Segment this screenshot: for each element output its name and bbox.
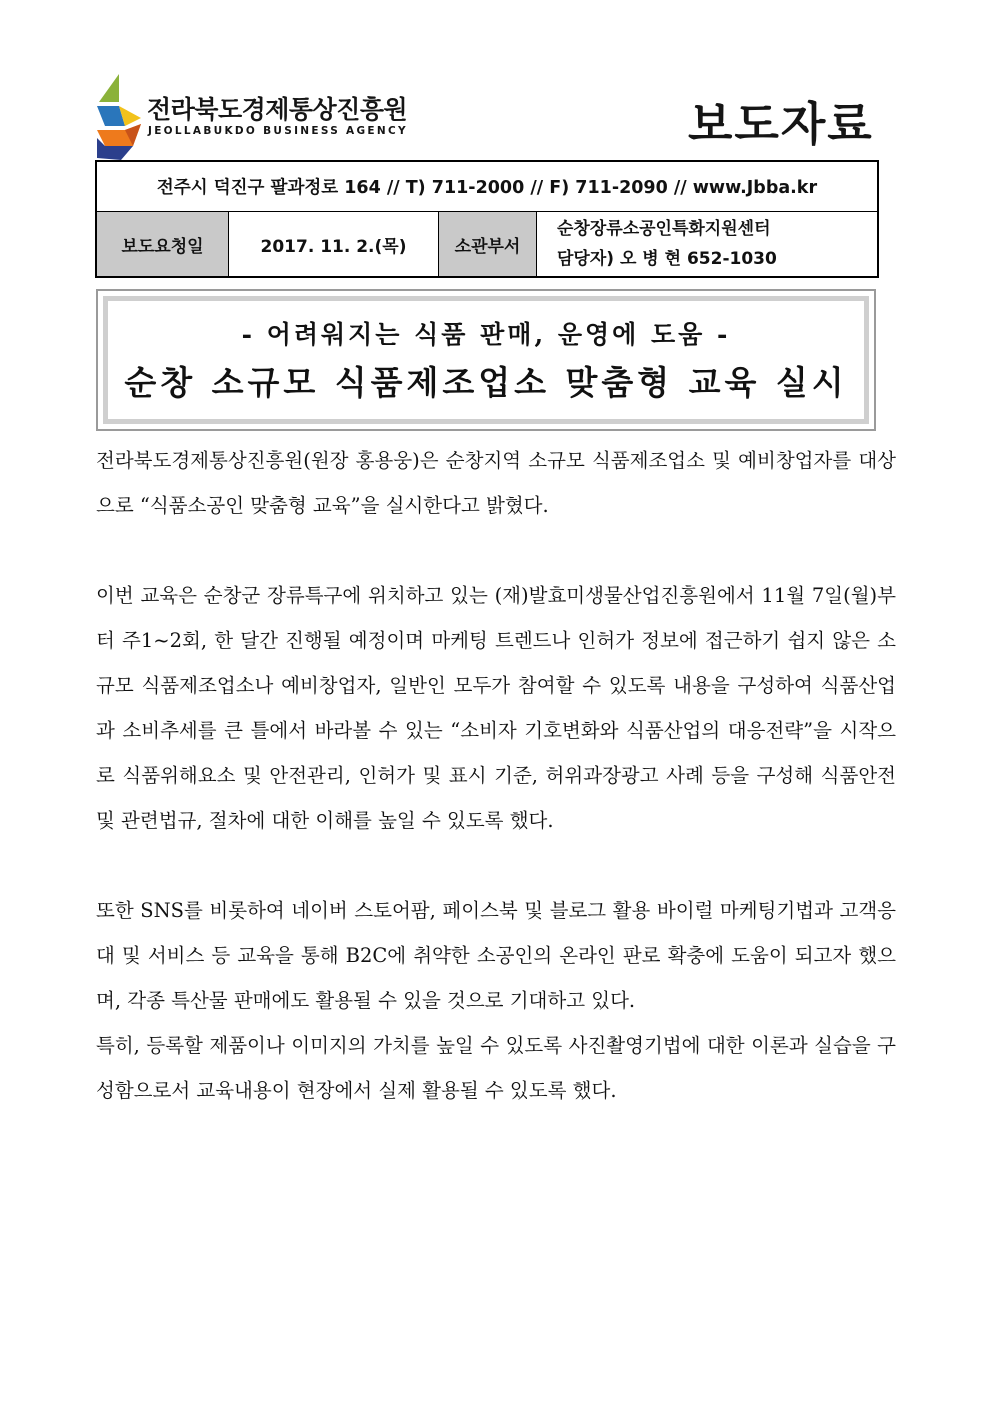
paragraph-4: 특히, 등록할 제품이나 이미지의 가치를 높일 수 있도록 사진촬영기법에 대한 이론과 실습을 구성함으로서 교육내용이 현장에서 실제 활용될 수 있도록 했다.: [96, 1034, 896, 1102]
document-type-title: 보도자료: [688, 97, 874, 151]
article-body: [96, 438, 896, 1113]
request-date-label: 보도요청일: [97, 212, 229, 276]
paragraph-spacer: [96, 528, 896, 573]
request-date-value: 2017. 11. 2.(목): [229, 212, 439, 276]
logo-mark-icon: [95, 72, 145, 162]
paragraph-spacer: [96, 843, 896, 888]
press-info-table: [95, 160, 879, 278]
paragraph-2: 이번 교육은 순창군 장류특구에 위치하고 있는 (재)발효미생물산업진흥원에서 11월 7일(월)부터 주1~2회, 한 달간 진행될 예정이며 마케팅 트렌드나 인허가 정보에 접근하기 쉽지 않은 소규모 식품제조업소나 예비창업자, 일반인 모두가 참여할 수 있도록 내용을 구성하여 식품산업과 소비추세를 큰 틀에서 바라볼 수 있는 “소비자 기호변화와 식품산업의 대응전략”을 시작으로 식품위해요소 및 안전관리, 인허가 및 표시 기준, 허위과장광고 사례 등을 구성해 식품안전 및 관련법규, 절차에 대한 이해를 높일 수 있도록 했다.: [96, 584, 896, 832]
org-name-ko: 전라북도경제통상진흥원: [147, 95, 408, 124]
contact-line: 전주시 덕진구 팔과정로 164 // T) 711-2000 // F) 711-2090 // www.Jbba.kr: [97, 162, 877, 212]
department-value: [537, 212, 877, 276]
department-name: 순창장류소공인특화지원센터: [557, 219, 771, 239]
headline-title: 순창 소규모 식품제조업소 맞춤형 교육 실시: [124, 363, 848, 402]
department-label: 소관부서: [439, 212, 537, 276]
org-name-en: JEOLLABUKDO BUSINESS AGENCY: [148, 125, 408, 137]
headline-subtitle: - 어려워지는 식품 판매, 운영에 도움 -: [241, 320, 731, 349]
paragraph-1: 전라북도경제통상진흥원(원장 홍용웅)은 순창지역 소규모 식품제조업소 및 예비창업자를 대상으로 “식품소공인 맞춤형 교육”을 실시한다고 밝혔다.: [96, 449, 896, 517]
org-logo: [95, 72, 408, 162]
paragraph-3: 또한 SNS를 비롯하여 네이버 스토어팜, 페이스북 및 블로그 활용 바이럴 마케팅기법과 고객응대 및 서비스 등 교육을 통해 B2C에 취약한 소공인의 온라인 판로 확충에 도움이 되고자 했으며, 각종 특산물 판매에도 활용될 수 있을 것으로 기대하고 있다.: [96, 899, 896, 1012]
headline-box: [96, 289, 876, 431]
contact-person: 담당자) 오 병 현 652-1030: [557, 249, 777, 269]
